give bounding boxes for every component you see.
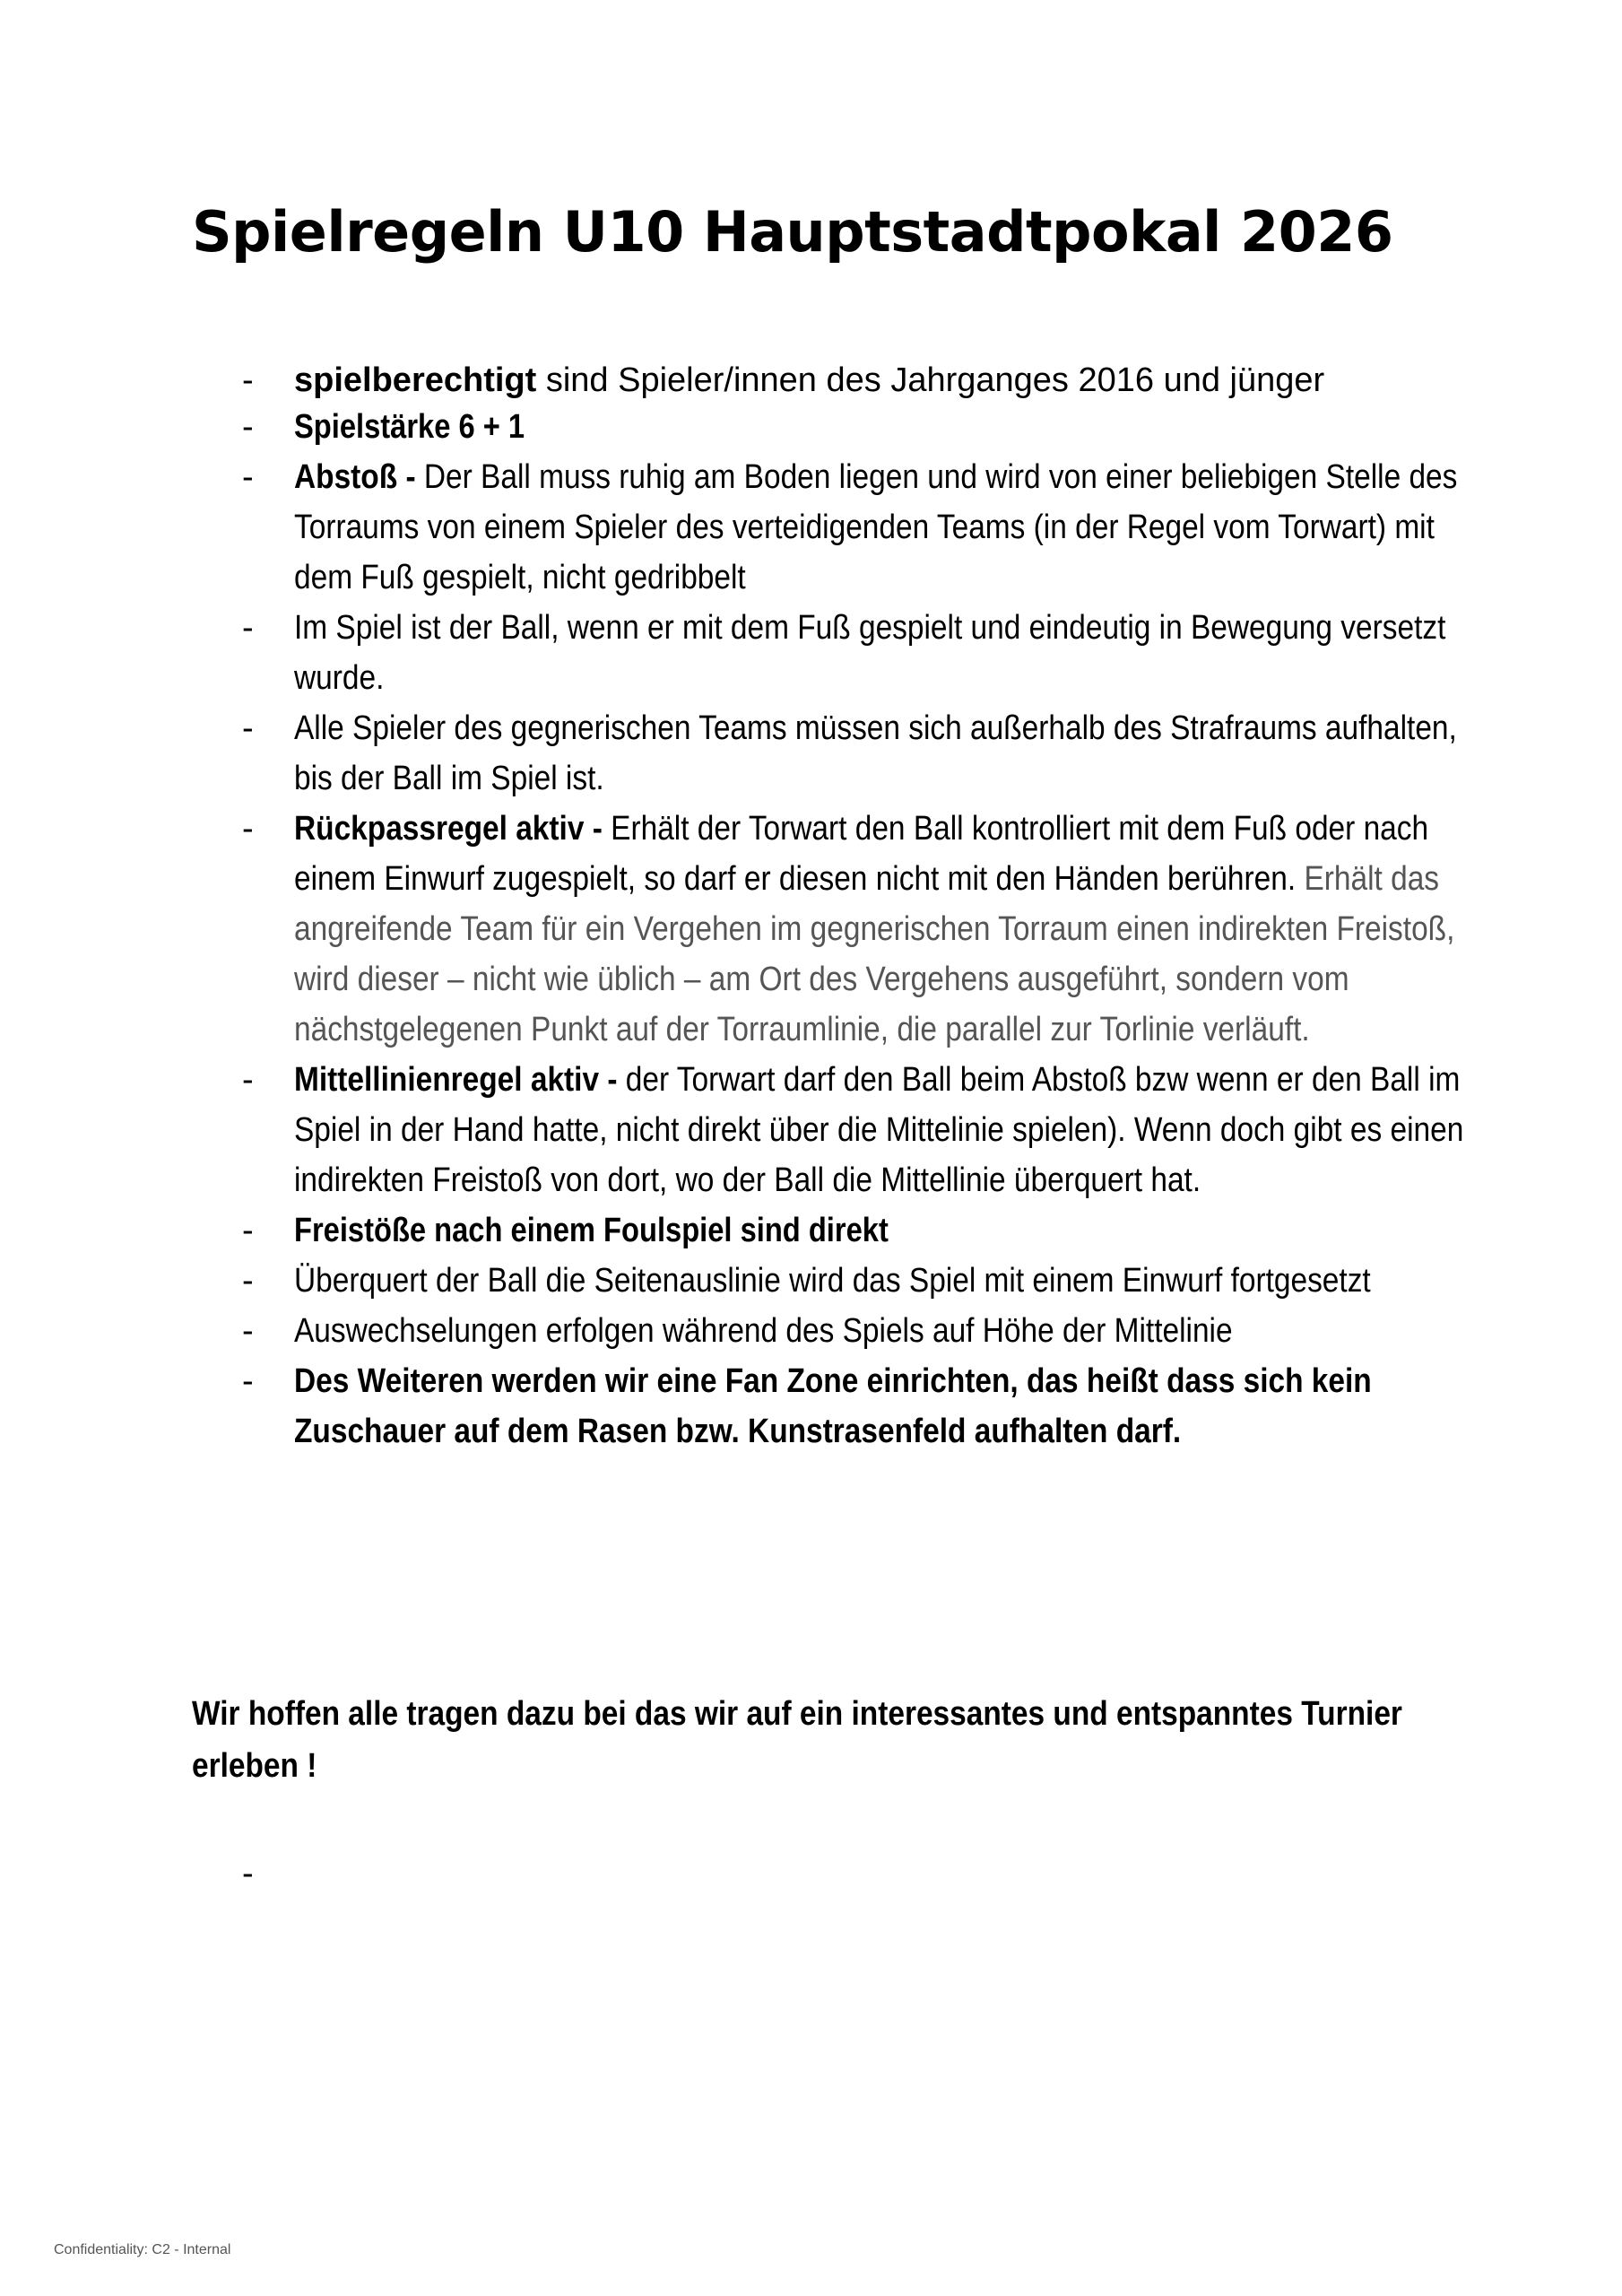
bullet-dash: -	[242, 408, 254, 446]
rule-opponents-outside	[242, 703, 1479, 804]
rule-body	[294, 1356, 1478, 1457]
rule-body	[294, 1306, 1478, 1356]
rule-label: Freistöße nach einem Foulspiel sind direkt	[294, 1212, 889, 1249]
rule-goal-kick	[242, 452, 1479, 603]
rule-text: Der Ball muss ruhig am Boden liegen und wird von einer beliebigen Stelle des Torraums von einem Spieler des verteidigenden Teams (in der Regel vom Torwart) mit dem Fuß gespielt, nicht gedribbelt	[294, 458, 1458, 596]
rule-free-kicks	[242, 1205, 1479, 1256]
rule-text: Alle Spieler des gegnerischen Teams müssen sich außerhalb des Strafraums aufhalten, bis der Ball im Spiel ist.	[294, 709, 1457, 797]
rule-label: spielberechtigt	[294, 361, 537, 399]
rule-body	[294, 603, 1478, 703]
rule-body	[294, 804, 1478, 1055]
rule-extra-text: Erhält das angreifende Team für ein Vergehen im gegnerischen Torraum einen indirekten Freistoß, wird dieser – nicht wie üblich – am Ort des Vergehens ausgeführt, sondern vom nächstgelegenen Punkt auf der Torraumlinie, die parallel zur Torlinie verläuft.	[294, 860, 1455, 1048]
rule-text: der Torwart darf den Ball beim Abstoß bzw wenn er den Ball im Spiel in der Hand hatte, nicht direkt über die Mittelinie spielen). Wenn doch gibt es einen indirekten Freistoß von dort, wo der Ball die Mittellinie überquert hat.	[294, 1061, 1464, 1199]
rule-throw-in	[242, 1256, 1479, 1306]
rule-body	[294, 703, 1478, 804]
rule-body	[294, 452, 1478, 603]
rule-label: Mittellinienregel aktiv -	[294, 1061, 618, 1099]
rule-ball-in-play	[242, 603, 1479, 703]
rule-label: Rückpassregel aktiv -	[294, 810, 603, 848]
bullet-dash: -	[242, 1212, 254, 1249]
document-title: Spielregeln U10 Hauptstadtpokal 2026	[192, 199, 1393, 265]
rule-label: Abstoß -	[294, 458, 416, 496]
rule-fan-zone	[242, 1356, 1479, 1457]
rules-list	[242, 359, 1479, 1457]
rule-substitutions	[242, 1306, 1479, 1356]
rule-text: Im Spiel ist der Ball, wenn er mit dem Fuß gespielt und eindeutig in Bewegung versetzt wurde.	[294, 609, 1446, 697]
rule-text: Erhält der Torwart den Ball kontrolliert mit dem Fuß oder nach einem Einwurf zugespielt, so darf er diesen nicht mit den Händen berühren.	[294, 810, 1429, 898]
rule-body	[294, 1256, 1478, 1306]
rule-text: Des Weiteren werden wir eine Fan Zone einrichten, das heißt dass sich kein Zuschauer auf dem Rasen bzw. Kunstrasenfeld aufhalten darf.	[294, 1362, 1372, 1450]
bullet-dash: -	[242, 609, 254, 647]
rule-midline	[242, 1055, 1479, 1205]
rule-text: Überquert der Ball die Seitenauslinie wird das Spiel mit einem Einwurf fortgesetzt	[294, 1262, 1371, 1300]
bullet-dash: -	[242, 361, 254, 399]
confidentiality-footer: Confidentiality: C2 - Internal	[54, 2242, 231, 2257]
rule-body	[294, 1055, 1478, 1205]
rule-backpass	[242, 804, 1479, 1055]
bullet-dash: -	[242, 1312, 254, 1350]
bullet-dash: -	[242, 1262, 254, 1300]
rule-label: Spielstärke 6 + 1	[294, 408, 525, 446]
rule-text: Auswechselungen erfolgen während des Spiels auf Höhe der Mittelinie	[294, 1312, 1233, 1350]
empty-bullet-dash: -	[242, 1855, 254, 1892]
bullet-dash: -	[242, 709, 254, 747]
bullet-dash: -	[242, 1061, 254, 1099]
rule-eligibility	[242, 359, 1479, 402]
bullet-dash: -	[242, 1362, 254, 1400]
closing-statement: Wir hoffen alle tragen dazu bei das wir auf ein interessantes und entspanntes Turnier erleben !	[192, 1695, 1402, 1785]
rule-team-size	[242, 402, 1479, 452]
bullet-dash: -	[242, 810, 254, 848]
rule-text: sind Spieler/innen des Jahrganges 2016 und jünger	[536, 361, 1325, 399]
bullet-dash: -	[242, 458, 254, 496]
